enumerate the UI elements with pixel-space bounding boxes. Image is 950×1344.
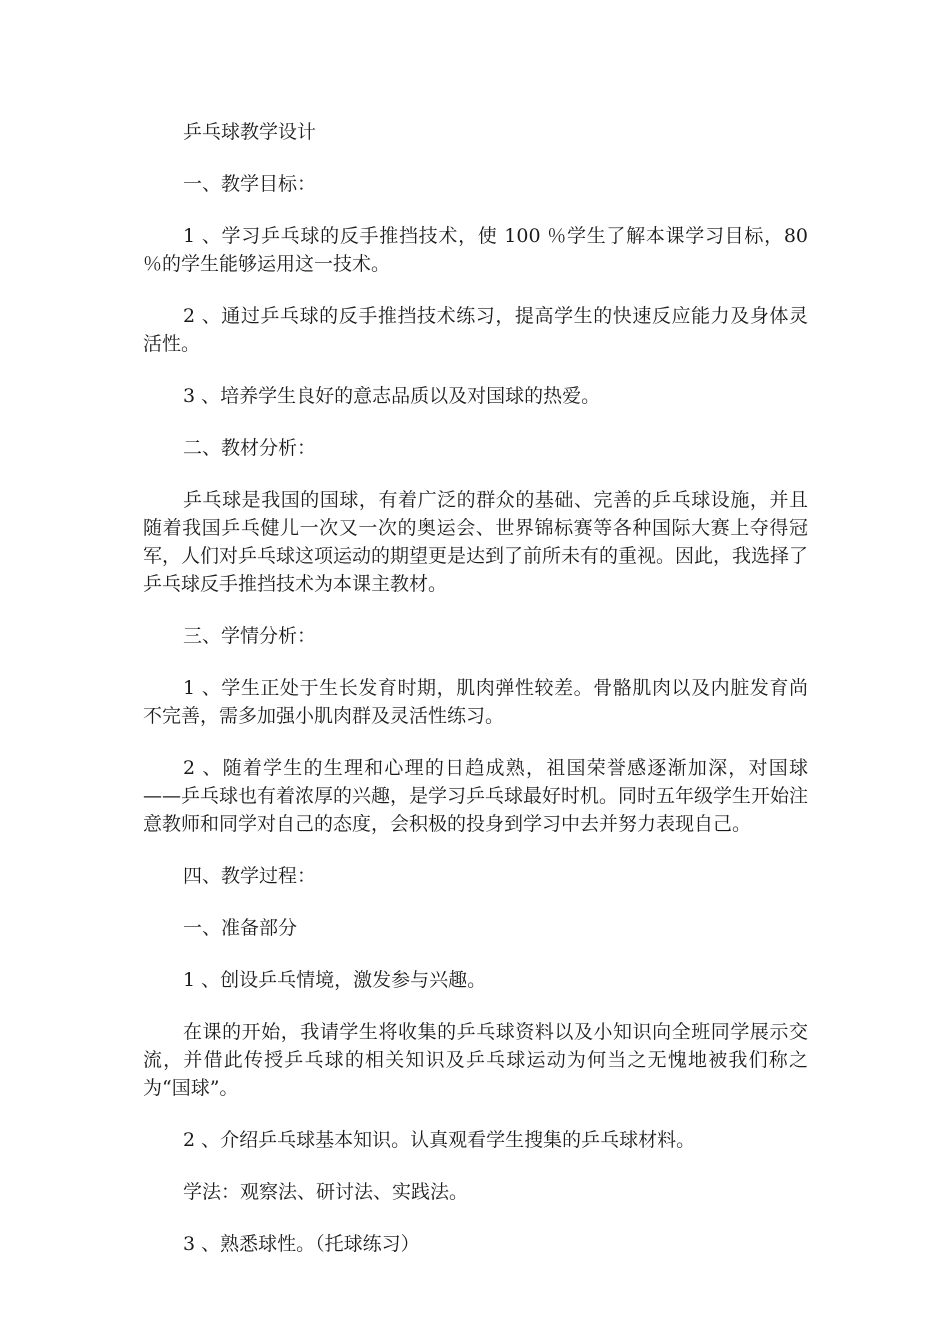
goal-item-2: 2 、通过乒乓球的反手推挡技术练习，提高学生的快速反应能力及身体灵活性。 — [143, 305, 808, 355]
goal-item-1: 1 、学习乒乓球的反手推挡技术，使 100 ％学生了解本课学习目标，80 ％的学生能够运用这一技术。 — [143, 225, 808, 275]
section-heading-teaching-goals: 一、教学目标： — [183, 173, 317, 195]
section-heading-teaching-process: 四、教学过程： — [183, 865, 317, 887]
preparation-step-1-detail: 在课的开始，我请学生将收集的乒乓球资料以及小知识向全班同学展示交流，并借此传授乒乓球的相关知识及乒乓球运动为何当之无愧地被我们称之为“国球”。 — [143, 1021, 808, 1099]
preparation-step-1: 1 、创设乒乓情境，激发参与兴趣。 — [183, 969, 487, 991]
material-analysis-paragraph: 乒乓球是我国的国球，有着广泛的群众的基础、完善的乒乓球设施，并且随着我国乒乓健儿一次又一次的奥运会、世界锦标赛等各种国际大赛上夺得冠军，人们对乒乓球这项运动的期望更是达到了前所未有的重视。因此，我选择了乒乓球反手推挡技术为本课主教材。 — [143, 489, 809, 595]
learning-methods: 学法：观察法、研讨法、实践法。 — [183, 1181, 469, 1203]
preparation-step-2: 2 、介绍乒乓球基本知识。认真观看学生搜集的乒乓球材料。 — [183, 1129, 696, 1151]
subsection-heading-preparation: 一、准备部分 — [183, 917, 298, 939]
document-body — [143, 118, 808, 1282]
document-title: 乒乓球教学设计 — [183, 121, 317, 143]
section-heading-learner-analysis: 三、学情分析： — [183, 625, 317, 647]
section-heading-material-analysis: 二、教材分析： — [183, 437, 317, 459]
goal-item-3: 3 、培养学生良好的意志品质以及对国球的热爱。 — [183, 385, 601, 407]
learner-analysis-item-1: 1 、学生正处于生长发育时期，肌肉弹性较差。骨骼肌肉以及内脏发育尚不完善，需多加强小肌肉群及灵活性练习。 — [143, 677, 808, 727]
preparation-step-3: 3 、熟悉球性。（托球练习） — [183, 1233, 420, 1255]
learner-analysis-item-2: 2 、随着学生的生理和心理的日趋成熟，祖国荣誉感逐渐加深，对国球——乒乓球也有着浓厚的兴趣，是学习乒乓球最好时机。同时五年级学生开始注意教师和同学对自己的态度，会积极的投身到学习中去并努力表现自己。 — [143, 757, 809, 835]
